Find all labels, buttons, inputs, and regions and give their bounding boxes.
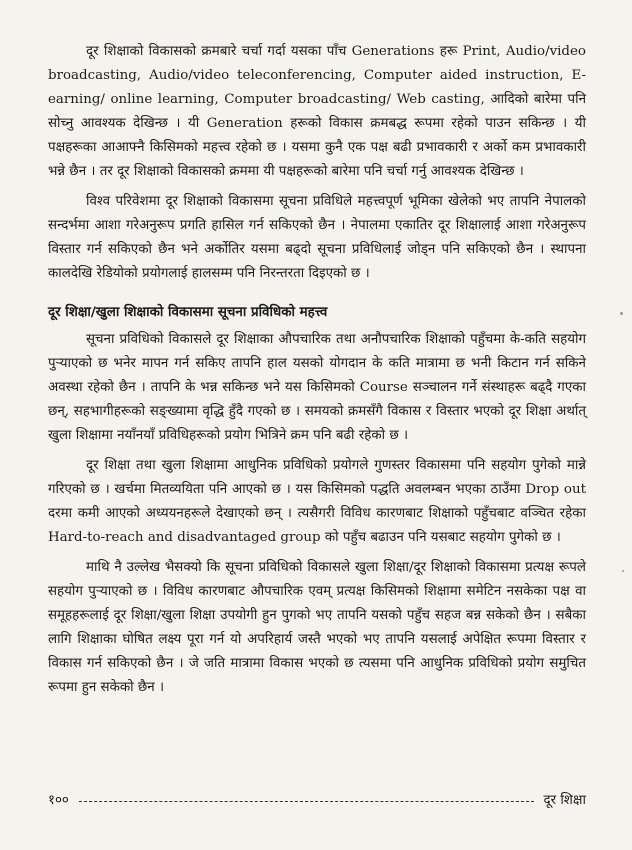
paragraph-ict-development: सूचना प्रविधिको विकासले दूर शिक्षाका औपचारिक तथा अनौपचारिक शिक्षाको पहुँचमा के-कति सहयोग पुऱ्याएको छ भनेर मापन गर्न सकिए तापनि हाल यसको योगदान के कति मात्रामा छ भनी किटान गर्न सकिने अवस्था रहेको छैन । तापनि के भन्न सकिन्छ भने यस किसिमको Course सञ्चालन गर्ने संस्थाहरू बढ्दै गएका छन्, सहभागीहरूको सङ्ख्यामा वृद्धि हुँदै गएको छ । समयको क्रमसँगै विकास र विस्तार भएको दूर शिक्षा अर्थात् खुला शिक्षामा नयाँनयाँ प्रविधिहरूको प्रयोग भित्रिने क्रम पनि बढी रहेको छ । (48, 332, 586, 443)
paragraph-modern-technology: दूर शिक्षा तथा खुला शिक्षामा आधुनिक प्रविधिको प्रयोगले गुणस्तर विकासमा पनि सहयोग पुगेको मान्ने गरिएको छ । खर्चमा मितव्ययिता पनि आएको छ । यस किसिमको पद्धति अवलम्बन भएका ठाउँमा Drop out दरमा कमी आएको अध्ययनहरूले देखाएको छन् । त्यसैगरी विविध कारणबाट शिक्षाको पहुँचबाट वञ्चित रहेका Hard-to-reach and disadvantaged group को पहुँच बढाउन पनि यसबाट सहयोग पुगेको छ । (48, 458, 586, 545)
section-heading: दूर शिक्षा/खुला शिक्षाको विकासमा सूचना प्रविधिको महत्त्व (48, 304, 328, 320)
page-number: १०० (48, 793, 69, 808)
paragraph-direct-support: माथि नै उल्लेख भैसक्यो कि सूचना प्रविधिको विकासले खुला शिक्षा/दूर शिक्षाको विकासमा प्रत्यक्ष रूपले सहयोग पुऱ्याएको छ । विविध कारणबाट औपचारिक एवम् प्रत्यक्ष किसिमको शिक्षामा समेटिन नसकेका पक्ष वा समूहहरूलाई दूर शिक्षा/खुला शिक्षा उपयोगी हुन पुगको भए तापनि यसको पहुँच सहज बन्न सकेको छैन । सबैका लागि शिक्षाका घोषित लक्ष्य पूरा गर्न यो अपरिहार्य जस्तै भएको भए तापनि यसलाई अपेक्षित रूपमा विस्तार र विकास गर्न सकिएको छैन । जे जति मात्रामा विकास भएको छ त्यसमा पनि आधुनिक प्रविधिको प्रयोग समुचित रूपमा हुन सकेको छैन । (48, 560, 587, 695)
paragraph-nepal-context: विश्व परिवेशमा दूर शिक्षाको विकासमा सूचना प्रविधिले महत्त्वपूर्ण भूमिका खेलेको भए तापनि नेपालको सन्दर्भमा आशा गरेअनुरूप प्रगति हासिल गर्न सकिएको छैन । नेपालमा एकातिर दूर शिक्षालाई आशा गरेअनुरूप विस्तार गर्न सकिएको छैन भने अर्कोतिर यसमा बढ्दो सूचना प्रविधिलाई जोड्न पनि सकिएको छैन । स्थापना कालदेखि रेडियोको प्रयोगलाई हालसम्म पनि निरन्तरता दिइएको छ । (48, 194, 586, 281)
page-footer (48, 790, 586, 808)
footer-dashed-rule (79, 801, 534, 802)
paragraph-generations: दूर शिक्षाको विकासको क्रमबारे चर्चा गर्दा यसका पाँच Generations हरू Print, Audio/video broadcasting, Audio/video teleconferencing, Computer aided instruction, E-earning/ online learning, Computer broadcasting/ Web casting, आदिको बारेमा पनि सोच्नु आवश्यक देखिन्छ । यी Generation हरूको विकास क्रमबद्ध रूपमा रहेको पाउन सकिन्छ । यी पक्षहरूका आआफ्नै किसिमको महत्त्व रहेको छ । यसमा कुनै एक पक्ष बढी प्रभावकारी र अर्को कम प्रभावकारी भन्ने छैन । तर दूर शिक्षाको विकासको क्रममा यी पक्षहरूको बारेमा पनि चर्चा गर्नु आवश्यक देखिन्छ । (48, 44, 586, 179)
scan-speck (622, 570, 624, 572)
scan-speck (620, 312, 623, 315)
page-body (48, 40, 586, 706)
book-title: दूर शिक्षा (543, 793, 586, 808)
